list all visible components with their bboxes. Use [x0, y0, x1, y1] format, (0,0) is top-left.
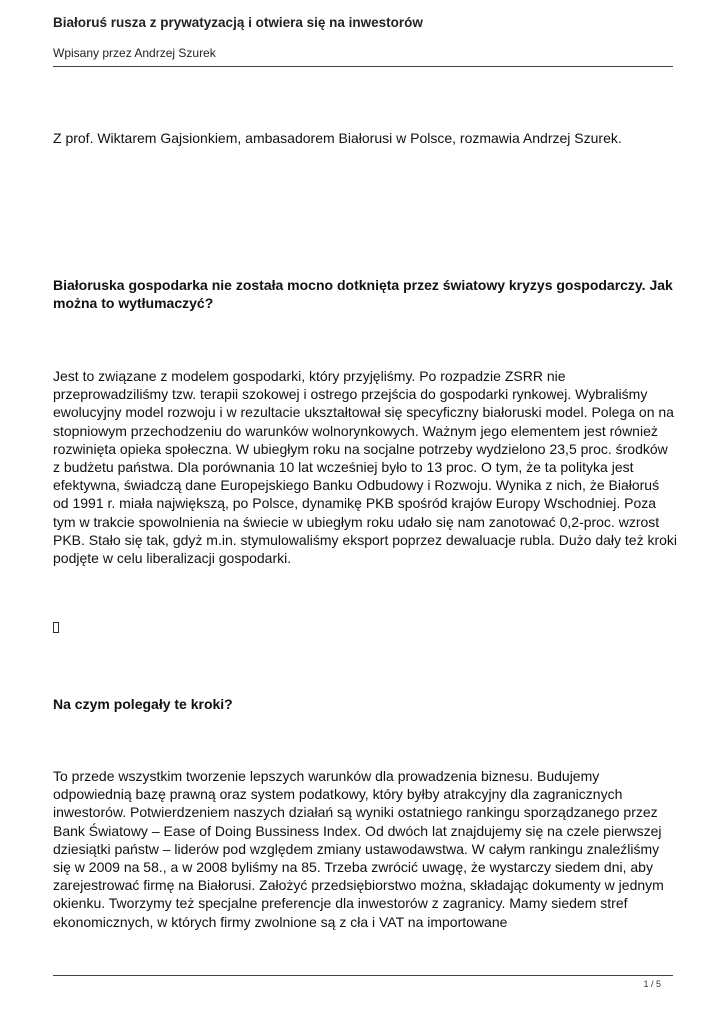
footer-divider — [53, 975, 673, 976]
page-number: 1 / 5 — [643, 979, 661, 989]
intro-paragraph: Z prof. Wiktarem Gajsionkiem, ambasadorem Białorusi w Polsce, rozmawia Andrzej Szurek. — [53, 130, 622, 146]
header-divider — [53, 66, 673, 67]
question-2: Na czym polegały te kroki? — [53, 696, 233, 712]
question-1: Białoruska gospodarka nie została mocno dotknięta przez światowy kryzys gospodarczy. Jak można to wytłumaczyć? — [53, 277, 673, 312]
answer-1: Jest to związane z modelem gospodarki, który przyjęliśmy. Po rozpadzie ZSRR nie przeprowadziliśmy tzw. terapii szokowej i ostrego przejścia do gospodarki rynkowej. Wybraliśmy ewolucyjny model rozwoju i w rezultacie ukształtował się specyficzny białoruski model. Polega on na stopniowym przechodzeniu do warunków wolnorynkowych. Ważnym jego elementem jest również rozwinięta opieka społeczna. W ubiegłym roku na socjalne potrzeby wydzielono 23,5 proc. środków z budżetu państwa. Dla porównania 10 lat wcześniej było to 13 proc. O tym, że ta polityka jest efektywna, świadczą dane Europejskiego Banku Odbudowy i Rozwoju. Wynika z nich, że Białoruś od 1991 r. miała największą, po Polsce, dynamikę PKB spośród krajów Europy Wschodniej. Poza tym w trakcie spowolnienia na świecie w ubiegłym roku udało się nam zanotować 0,2-proc. wzrost PKB. Stało się tak, gdyż m.in. stymulowaliśmy eksport poprzez dewaluacje rubla. Dużo dały też kroki podjęte w celu liberalizacji gospodarki. — [53, 368, 678, 567]
missing-glyph-icon — [53, 622, 59, 633]
answer-2: To przede wszystkim tworzenie lepszych warunków dla prowadzenia biznesu. Budujemy odpowiednią bazę prawną oraz system podatkowy, który byłby atrakcyjny dla zagranicznych inwestorów. Potwierdzeniem naszych działań są wyniki ostatniego rankingu sporządzanego przez Bank Światowy – Ease of Doing Bussiness Index. Od dwóch lat znajdujemy się na czele pierwszej dziesiątki państw – liderów pod względem zmiany ustawodawstwa. W całym rankingu znaleźliśmy się w 2009 na 58., a w 2008 byliśmy na 85. Trzeba zwrócić uwagę, że wystarczy siedem dni, aby zarejestrować firmę na Białorusi. Założyć przedsiębiorstwo można, składając dokumenty w jednym okienku. Tworzymy też specjalne preferencje dla inwestorów z zagranicy. Mamy siedem stref ekonomicznych, w których firmy zwolnione są z cła i VAT na importowane — [53, 768, 664, 930]
page-title: Białoruś rusza z prywatyzacją i otwiera się na inwestorów — [53, 15, 423, 30]
author-byline: Wpisany przez Andrzej Szurek — [53, 46, 216, 60]
